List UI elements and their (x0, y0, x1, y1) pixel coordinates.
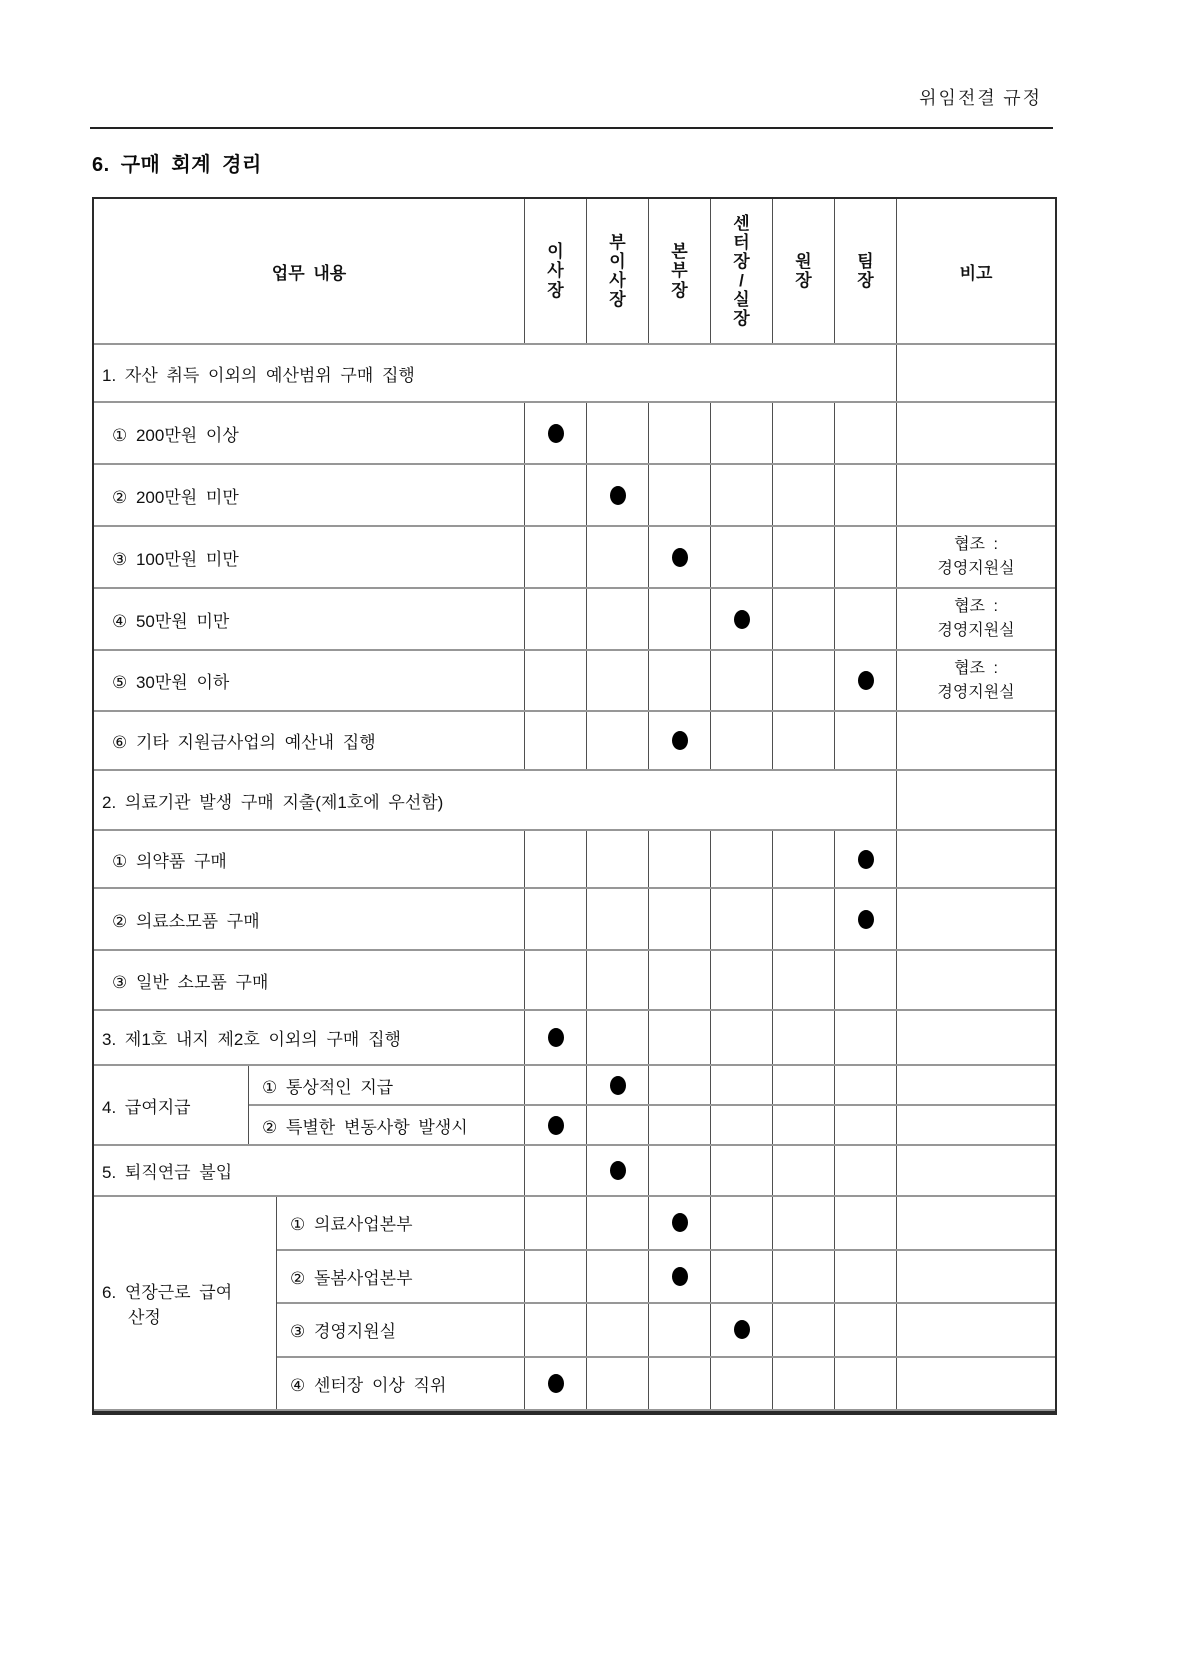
approval-cell-team-leader (835, 889, 897, 949)
approval-dot (734, 1320, 750, 1339)
approval-cell-vice-chairman (587, 651, 649, 710)
approval-cell-chairman (525, 527, 587, 587)
approval-cell-director (773, 951, 835, 1009)
approval-cell-division-head (649, 1066, 711, 1104)
approval-cell-vice-chairman (587, 889, 649, 949)
table-row (277, 1197, 1055, 1251)
table-row (94, 465, 1055, 527)
table-row (94, 951, 1055, 1011)
approval-dot (610, 1076, 626, 1095)
table-row (94, 403, 1055, 465)
approval-cell-vice-chairman (587, 712, 649, 769)
task-cell: ③ 경영지원실 (277, 1304, 525, 1356)
approval-cell-vice-chairman (587, 589, 649, 649)
group-subrows (277, 1197, 1055, 1409)
approval-cell-center-or-office-head (711, 403, 773, 463)
approval-cell-director (773, 831, 835, 887)
remark-cell (897, 465, 1055, 525)
approval-cell-vice-chairman (587, 1358, 649, 1410)
table-header-row (94, 199, 1055, 345)
approval-cell-director (773, 1106, 835, 1144)
task-cell: ② 의료소모품 구매 (94, 889, 525, 949)
approval-cell-center-or-office-head (711, 465, 773, 525)
approval-cell-team-leader (835, 1304, 897, 1356)
approval-cell-center-or-office-head (711, 1146, 773, 1195)
approval-cell-vice-chairman (587, 527, 649, 587)
remark-cell (897, 1197, 1055, 1249)
approval-cell-chairman (525, 403, 587, 463)
table-row (94, 1011, 1055, 1066)
approval-cell-vice-chairman (587, 1197, 649, 1249)
approval-cell-chairman (525, 1106, 587, 1144)
task-cell: ① 200만원 이상 (94, 403, 525, 463)
group-label-cell (94, 1197, 277, 1409)
task-cell: ③ 100만원 미만 (94, 527, 525, 587)
remark-line: 경영지원실 (937, 622, 1015, 639)
header-cell-team-leader (835, 199, 897, 343)
approval-cell-division-head (649, 831, 711, 887)
task-cell: ⑤ 30만원 이하 (94, 651, 525, 710)
approval-dot (548, 1116, 564, 1135)
header-rule (90, 127, 1053, 129)
approval-cell-center-or-office-head (711, 1066, 773, 1104)
remark-cell (897, 1011, 1055, 1064)
remark-cell (897, 712, 1055, 769)
approval-authority-table (92, 197, 1057, 1415)
approval-cell-team-leader (835, 712, 897, 769)
approval-cell-division-head (649, 1304, 711, 1356)
task-cell: ① 의약품 구매 (94, 831, 525, 887)
approval-dot (610, 1161, 626, 1180)
remark-cell (897, 1304, 1055, 1356)
task-cell: ② 200만원 미만 (94, 465, 525, 525)
approval-cell-division-head (649, 1197, 711, 1249)
header-label-vice-chairman: 부 이 사 장 (609, 232, 626, 310)
approval-cell-division-head (649, 403, 711, 463)
task-cell: ④ 센터장 이상 직위 (277, 1358, 525, 1410)
approval-cell-vice-chairman (587, 1146, 649, 1195)
approval-cell-division-head (649, 465, 711, 525)
approval-cell-division-head (649, 1011, 711, 1064)
remark-cell (897, 1106, 1055, 1144)
task-cell: ③ 일반 소모품 구매 (94, 951, 525, 1009)
approval-cell-team-leader (835, 1358, 897, 1410)
approval-cell-vice-chairman (587, 465, 649, 525)
table-row (94, 831, 1055, 889)
header-task-cell: 업무 내용 (94, 199, 525, 343)
table-row (277, 1251, 1055, 1305)
table-row (94, 1146, 1055, 1197)
remark-cell (897, 831, 1055, 887)
remark-cell (897, 345, 1055, 401)
approval-cell-division-head (649, 527, 711, 587)
approval-cell-vice-chairman (587, 1251, 649, 1303)
task-cell: 3. 제1호 내지 제2호 이외의 구매 집행 (94, 1011, 525, 1064)
approval-cell-director (773, 889, 835, 949)
group-label-line: 산정 (128, 1308, 161, 1327)
approval-dot (672, 1267, 688, 1286)
table-row (94, 651, 1055, 712)
task-cell: ① 통상적인 지급 (249, 1066, 525, 1104)
table-row (94, 712, 1055, 771)
approval-cell-vice-chairman (587, 1066, 649, 1104)
approval-cell-chairman (525, 1146, 587, 1195)
group-label-line: 4. 급여지급 (102, 1097, 191, 1117)
approval-cell-director (773, 1304, 835, 1356)
remark-cell (897, 889, 1055, 949)
approval-cell-division-head (649, 1146, 711, 1195)
table-row (94, 889, 1055, 951)
group-row (94, 1197, 1055, 1411)
approval-cell-director (773, 527, 835, 587)
approval-cell-director (773, 1066, 835, 1104)
approval-cell-chairman (525, 1066, 587, 1104)
remark-line: 경영지원실 (937, 560, 1015, 577)
table-row (249, 1066, 1055, 1106)
approval-cell-team-leader (835, 589, 897, 649)
header-remark-cell: 비고 (959, 263, 993, 283)
remark-line: 협조 : (954, 659, 998, 677)
header-cell-division-head (649, 199, 711, 343)
approval-cell-center-or-office-head (711, 1197, 773, 1249)
remark-cell (897, 951, 1055, 1009)
remark-line: 협조 : (954, 536, 998, 553)
remark-cell (897, 403, 1055, 463)
approval-cell-chairman (525, 1358, 587, 1410)
approval-dot (858, 671, 874, 690)
page-title: 6. 구매 회계 경리 (92, 154, 262, 176)
approval-dot (548, 1374, 564, 1393)
approval-cell-vice-chairman (587, 403, 649, 463)
approval-cell-team-leader (835, 831, 897, 887)
approval-cell-center-or-office-head (711, 889, 773, 949)
approval-cell-division-head (649, 1106, 711, 1144)
group-subrows (249, 1066, 1055, 1144)
approval-cell-director (773, 651, 835, 710)
task-cell: ④ 50만원 미만 (94, 589, 525, 649)
approval-cell-center-or-office-head (711, 1304, 773, 1356)
approval-cell-director (773, 712, 835, 769)
approval-cell-chairman (525, 712, 587, 769)
header-label-center-or-office-head: 센 터 장 / 실 장 (733, 213, 750, 329)
approval-cell-vice-chairman (587, 1106, 649, 1144)
remark-cell (897, 771, 1055, 829)
document-header-title: 위임전결 규정 (919, 88, 1042, 108)
group-label-line: 6. 연장근로 급여 (102, 1283, 233, 1302)
approval-dot (548, 1028, 564, 1047)
header-label-division-head: 본 부 장 (671, 242, 688, 300)
approval-cell-center-or-office-head (711, 527, 773, 587)
approval-cell-center-or-office-head (711, 651, 773, 710)
approval-cell-team-leader (835, 403, 897, 463)
approval-cell-team-leader (835, 527, 897, 587)
approval-cell-center-or-office-head (711, 1011, 773, 1064)
approval-cell-division-head (649, 1251, 711, 1303)
approval-cell-team-leader (835, 465, 897, 525)
approval-cell-director (773, 403, 835, 463)
approval-cell-chairman (525, 465, 587, 525)
header-cell-director (773, 199, 835, 343)
remark-cell (897, 1358, 1055, 1410)
approval-dot (672, 548, 688, 567)
task-cell: ② 특별한 변동사항 발생시 (249, 1106, 525, 1144)
approval-cell-center-or-office-head (711, 589, 773, 649)
approval-cell-division-head (649, 951, 711, 1009)
table-row (249, 1106, 1055, 1144)
approval-cell-team-leader (835, 951, 897, 1009)
section-row (94, 345, 1055, 403)
approval-cell-director (773, 1358, 835, 1410)
approval-cell-team-leader (835, 1011, 897, 1064)
approval-dot (734, 610, 750, 629)
approval-cell-team-leader (835, 1106, 897, 1144)
approval-cell-director (773, 1011, 835, 1064)
task-cell: ⑥ 기타 지원금사업의 예산내 집행 (94, 712, 525, 769)
approval-cell-vice-chairman (587, 1304, 649, 1356)
approval-cell-director (773, 1146, 835, 1195)
approval-cell-vice-chairman (587, 831, 649, 887)
approval-cell-director (773, 465, 835, 525)
approval-cell-director (773, 1251, 835, 1303)
header-cell-center-or-office-head (711, 199, 773, 343)
approval-cell-team-leader (835, 1146, 897, 1195)
approval-cell-division-head (649, 651, 711, 710)
remark-line: 협조 : (954, 598, 998, 615)
group-row (94, 1066, 1055, 1146)
approval-dot (858, 910, 874, 929)
approval-cell-chairman (525, 951, 587, 1009)
approval-cell-division-head (649, 889, 711, 949)
approval-cell-division-head (649, 589, 711, 649)
approval-cell-center-or-office-head (711, 1106, 773, 1144)
section-label-cell: 2. 의료기관 발생 구매 지출(제1호에 우선함) (94, 771, 897, 829)
approval-cell-director (773, 1197, 835, 1249)
approval-cell-team-leader (835, 1066, 897, 1104)
remark-cell (897, 1146, 1055, 1195)
remark-cell (897, 589, 1055, 649)
approval-cell-chairman (525, 589, 587, 649)
header-cell-chairman (525, 199, 587, 343)
approval-cell-chairman (525, 831, 587, 887)
approval-cell-center-or-office-head (711, 951, 773, 1009)
header-label-director: 원 장 (795, 251, 812, 290)
approval-cell-chairman (525, 889, 587, 949)
approval-dot (610, 486, 626, 505)
approval-cell-chairman (525, 1251, 587, 1303)
approval-cell-center-or-office-head (711, 831, 773, 887)
table-row (277, 1304, 1055, 1358)
group-label-cell (94, 1066, 249, 1144)
approval-cell-center-or-office-head (711, 1251, 773, 1303)
remark-cell (897, 527, 1055, 587)
section-label-cell: 1. 자산 취득 이외의 예산범위 구매 집행 (94, 345, 897, 401)
approval-cell-center-or-office-head (711, 1358, 773, 1410)
approval-cell-division-head (649, 712, 711, 769)
approval-cell-director (773, 589, 835, 649)
approval-cell-chairman (525, 1304, 587, 1356)
approval-cell-chairman (525, 651, 587, 710)
remark-cell (897, 651, 1055, 710)
approval-cell-vice-chairman (587, 1011, 649, 1064)
table-row (94, 527, 1055, 589)
approval-cell-team-leader (835, 1251, 897, 1303)
header-label-team-leader: 팀 장 (857, 251, 874, 290)
task-cell: ② 돌봄사업본부 (277, 1251, 525, 1303)
header-label-chairman: 이 사 장 (547, 242, 564, 300)
table-row (277, 1358, 1055, 1410)
approval-dot (858, 850, 874, 869)
section-row (94, 771, 1055, 831)
approval-cell-vice-chairman (587, 951, 649, 1009)
task-cell: ① 의료사업본부 (277, 1197, 525, 1249)
approval-cell-center-or-office-head (711, 712, 773, 769)
remark-line: 경영지원실 (937, 683, 1015, 701)
task-cell: 5. 퇴직연금 불입 (94, 1146, 525, 1195)
approval-cell-team-leader (835, 651, 897, 710)
approval-cell-division-head (649, 1358, 711, 1410)
remark-cell (897, 1066, 1055, 1104)
table-row (94, 589, 1055, 651)
approval-cell-chairman (525, 1011, 587, 1064)
approval-dot (672, 1213, 688, 1232)
approval-dot (672, 731, 688, 750)
remark-cell (897, 1251, 1055, 1303)
header-cell-vice-chairman (587, 199, 649, 343)
approval-cell-team-leader (835, 1197, 897, 1249)
approval-dot (548, 424, 564, 443)
approval-cell-chairman (525, 1197, 587, 1249)
